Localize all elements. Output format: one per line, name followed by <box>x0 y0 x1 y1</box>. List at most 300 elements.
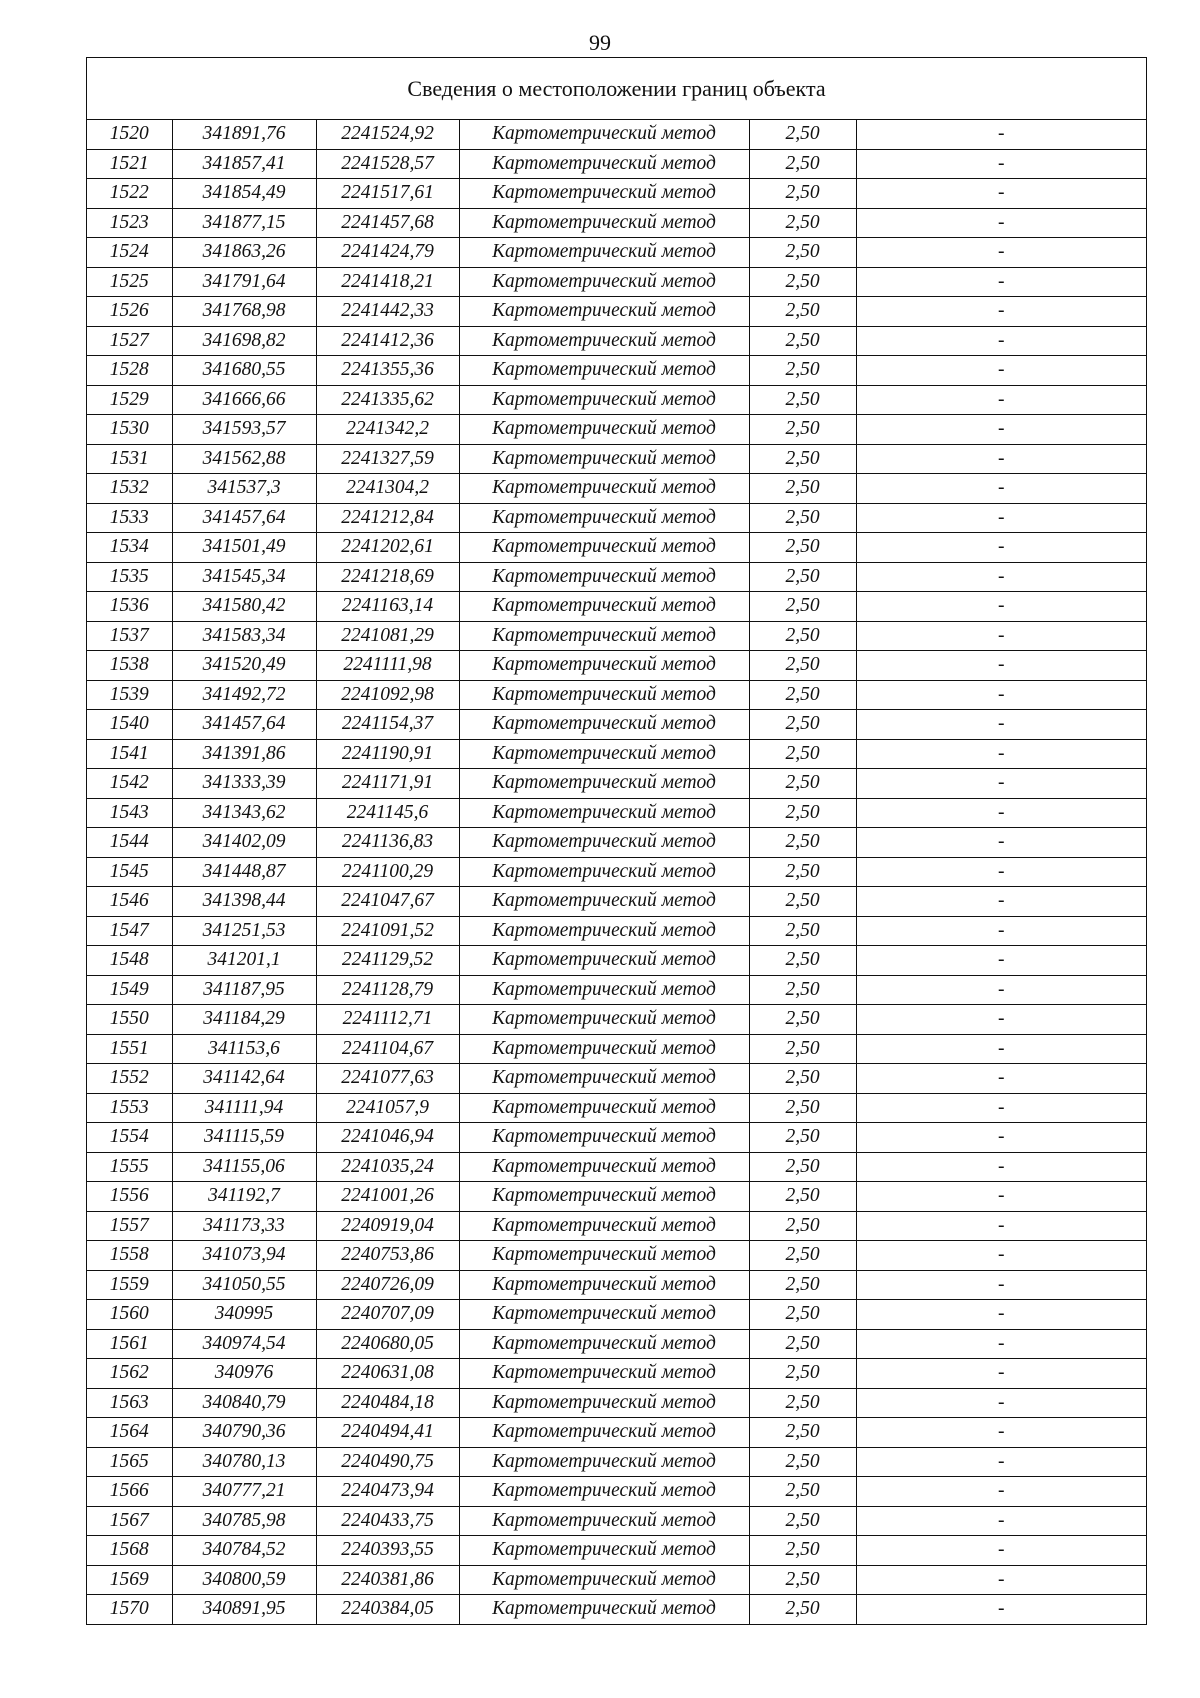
x-coordinate-cell: 341251,53 <box>172 916 316 946</box>
table-row <box>87 621 1146 651</box>
x-coordinate-cell: 340840,79 <box>172 1388 316 1418</box>
method-cell: Картометрический метод <box>459 474 749 504</box>
method-cell: Картометрический метод <box>459 356 749 386</box>
point-number-cell: 1541 <box>87 739 172 769</box>
table-row <box>87 238 1146 268</box>
point-number-cell: 1525 <box>87 267 172 297</box>
x-coordinate-cell: 341891,76 <box>172 120 316 149</box>
x-coordinate-cell: 341050,55 <box>172 1270 316 1300</box>
point-number-cell: 1554 <box>87 1123 172 1153</box>
description-cell: - <box>856 179 1146 209</box>
x-coordinate-cell: 341142,64 <box>172 1064 316 1094</box>
x-coordinate-cell: 341398,44 <box>172 887 316 917</box>
point-number-cell: 1568 <box>87 1536 172 1566</box>
accuracy-cell: 2,50 <box>749 297 856 327</box>
method-cell: Картометрический метод <box>459 1329 749 1359</box>
y-coordinate-cell: 2240680,05 <box>316 1329 459 1359</box>
description-cell: - <box>856 1182 1146 1212</box>
table-row <box>87 415 1146 445</box>
accuracy-cell: 2,50 <box>749 739 856 769</box>
point-number-cell: 1544 <box>87 828 172 858</box>
x-coordinate-cell: 341537,3 <box>172 474 316 504</box>
method-cell: Картометрический метод <box>459 1005 749 1035</box>
method-cell: Картометрический метод <box>459 1477 749 1507</box>
point-number-cell: 1567 <box>87 1506 172 1536</box>
point-number-cell: 1529 <box>87 385 172 415</box>
method-cell: Картометрический метод <box>459 1182 749 1212</box>
method-cell: Картометрический метод <box>459 887 749 917</box>
y-coordinate-cell: 2240473,94 <box>316 1477 459 1507</box>
method-cell: Картометрический метод <box>459 326 749 356</box>
method-cell: Картометрический метод <box>459 120 749 149</box>
point-number-cell: 1558 <box>87 1241 172 1271</box>
y-coordinate-cell: 2241129,52 <box>316 946 459 976</box>
y-coordinate-cell: 2241457,68 <box>316 208 459 238</box>
method-cell: Картометрический метод <box>459 828 749 858</box>
x-coordinate-cell: 341768,98 <box>172 297 316 327</box>
y-coordinate-cell: 2241112,71 <box>316 1005 459 1035</box>
method-cell: Картометрический метод <box>459 503 749 533</box>
y-coordinate-cell: 2241442,33 <box>316 297 459 327</box>
accuracy-cell: 2,50 <box>749 828 856 858</box>
point-number-cell: 1523 <box>87 208 172 238</box>
description-cell: - <box>856 415 1146 445</box>
description-cell: - <box>856 120 1146 149</box>
table-row <box>87 1595 1146 1624</box>
method-cell: Картометрический метод <box>459 651 749 681</box>
x-coordinate-cell: 341173,33 <box>172 1211 316 1241</box>
table-row <box>87 1536 1146 1566</box>
accuracy-cell: 2,50 <box>749 1359 856 1389</box>
point-number-cell: 1535 <box>87 562 172 592</box>
table-row <box>87 1506 1146 1536</box>
accuracy-cell: 2,50 <box>749 474 856 504</box>
method-cell: Картометрический метод <box>459 297 749 327</box>
point-number-cell: 1557 <box>87 1211 172 1241</box>
table-row <box>87 887 1146 917</box>
x-coordinate-cell: 341863,26 <box>172 238 316 268</box>
accuracy-cell: 2,50 <box>749 1211 856 1241</box>
y-coordinate-cell: 2241202,61 <box>316 533 459 563</box>
accuracy-cell: 2,50 <box>749 533 856 563</box>
table-row <box>87 710 1146 740</box>
point-number-cell: 1569 <box>87 1565 172 1595</box>
x-coordinate-cell: 341184,29 <box>172 1005 316 1035</box>
method-cell: Картометрический метод <box>459 916 749 946</box>
method-cell: Картометрический метод <box>459 208 749 238</box>
description-cell: - <box>856 297 1146 327</box>
point-number-cell: 1563 <box>87 1388 172 1418</box>
description-cell: - <box>856 533 1146 563</box>
method-cell: Картометрический метод <box>459 857 749 887</box>
y-coordinate-cell: 2240753,86 <box>316 1241 459 1271</box>
accuracy-cell: 2,50 <box>749 1093 856 1123</box>
description-cell: - <box>856 1447 1146 1477</box>
table-row <box>87 798 1146 828</box>
x-coordinate-cell: 341187,95 <box>172 975 316 1005</box>
point-number-cell: 1553 <box>87 1093 172 1123</box>
y-coordinate-cell: 2241136,83 <box>316 828 459 858</box>
method-cell: Картометрический метод <box>459 1565 749 1595</box>
method-cell: Картометрический метод <box>459 946 749 976</box>
description-cell: - <box>856 1005 1146 1035</box>
y-coordinate-cell: 2241171,91 <box>316 769 459 799</box>
description-cell: - <box>856 769 1146 799</box>
x-coordinate-cell: 340800,59 <box>172 1565 316 1595</box>
x-coordinate-cell: 341391,86 <box>172 739 316 769</box>
table-row <box>87 1005 1146 1035</box>
table-row <box>87 828 1146 858</box>
description-cell: - <box>856 1152 1146 1182</box>
point-number-cell: 1545 <box>87 857 172 887</box>
method-cell: Картометрический метод <box>459 179 749 209</box>
description-cell: - <box>856 651 1146 681</box>
y-coordinate-cell: 2241081,29 <box>316 621 459 651</box>
accuracy-cell: 2,50 <box>749 503 856 533</box>
method-cell: Картометрический метод <box>459 1152 749 1182</box>
description-cell: - <box>856 1034 1146 1064</box>
y-coordinate-cell: 2241128,79 <box>316 975 459 1005</box>
point-number-cell: 1564 <box>87 1418 172 1448</box>
table-row <box>87 1565 1146 1595</box>
point-number-cell: 1539 <box>87 680 172 710</box>
point-number-cell: 1551 <box>87 1034 172 1064</box>
x-coordinate-cell: 340777,21 <box>172 1477 316 1507</box>
x-coordinate-cell: 341343,62 <box>172 798 316 828</box>
method-cell: Картометрический метод <box>459 385 749 415</box>
table-row <box>87 651 1146 681</box>
method-cell: Картометрический метод <box>459 238 749 268</box>
point-number-cell: 1526 <box>87 297 172 327</box>
method-cell: Картометрический метод <box>459 739 749 769</box>
method-cell: Картометрический метод <box>459 621 749 651</box>
table-row <box>87 1447 1146 1477</box>
accuracy-cell: 2,50 <box>749 1388 856 1418</box>
accuracy-cell: 2,50 <box>749 1565 856 1595</box>
point-number-cell: 1531 <box>87 444 172 474</box>
x-coordinate-cell: 341666,66 <box>172 385 316 415</box>
table-row <box>87 562 1146 592</box>
x-coordinate-cell: 341201,1 <box>172 946 316 976</box>
accuracy-cell: 2,50 <box>749 680 856 710</box>
accuracy-cell: 2,50 <box>749 916 856 946</box>
description-cell: - <box>856 1359 1146 1389</box>
method-cell: Картометрический метод <box>459 1447 749 1477</box>
x-coordinate-cell: 340974,54 <box>172 1329 316 1359</box>
y-coordinate-cell: 2241190,91 <box>316 739 459 769</box>
y-coordinate-cell: 2240490,75 <box>316 1447 459 1477</box>
accuracy-cell: 2,50 <box>749 1418 856 1448</box>
description-cell: - <box>856 887 1146 917</box>
y-coordinate-cell: 2241517,61 <box>316 179 459 209</box>
description-cell: - <box>856 621 1146 651</box>
coordinates-table-body <box>87 120 1146 1624</box>
description-cell: - <box>856 474 1146 504</box>
x-coordinate-cell: 341073,94 <box>172 1241 316 1271</box>
y-coordinate-cell: 2241077,63 <box>316 1064 459 1094</box>
point-number-cell: 1530 <box>87 415 172 445</box>
method-cell: Картометрический метод <box>459 1211 749 1241</box>
description-cell: - <box>856 916 1146 946</box>
point-number-cell: 1561 <box>87 1329 172 1359</box>
point-number-cell: 1555 <box>87 1152 172 1182</box>
y-coordinate-cell: 2241091,52 <box>316 916 459 946</box>
accuracy-cell: 2,50 <box>749 798 856 828</box>
method-cell: Картометрический метод <box>459 1034 749 1064</box>
description-cell: - <box>856 1565 1146 1595</box>
description-cell: - <box>856 1300 1146 1330</box>
point-number-cell: 1534 <box>87 533 172 563</box>
y-coordinate-cell: 2241154,37 <box>316 710 459 740</box>
method-cell: Картометрический метод <box>459 798 749 828</box>
description-cell: - <box>856 1477 1146 1507</box>
y-coordinate-cell: 2240484,18 <box>316 1388 459 1418</box>
method-cell: Картометрический метод <box>459 1241 749 1271</box>
description-cell: - <box>856 946 1146 976</box>
method-cell: Картометрический метод <box>459 1300 749 1330</box>
accuracy-cell: 2,50 <box>749 1536 856 1566</box>
method-cell: Картометрический метод <box>459 1064 749 1094</box>
x-coordinate-cell: 341520,49 <box>172 651 316 681</box>
method-cell: Картометрический метод <box>459 1270 749 1300</box>
description-cell: - <box>856 1536 1146 1566</box>
accuracy-cell: 2,50 <box>749 238 856 268</box>
x-coordinate-cell: 341457,64 <box>172 710 316 740</box>
accuracy-cell: 2,50 <box>749 415 856 445</box>
accuracy-cell: 2,50 <box>749 1152 856 1182</box>
x-coordinate-cell: 341448,87 <box>172 857 316 887</box>
y-coordinate-cell: 2241035,24 <box>316 1152 459 1182</box>
method-cell: Картометрический метод <box>459 149 749 179</box>
accuracy-cell: 2,50 <box>749 1300 856 1330</box>
method-cell: Картометрический метод <box>459 975 749 1005</box>
point-number-cell: 1528 <box>87 356 172 386</box>
description-cell: - <box>856 1211 1146 1241</box>
point-number-cell: 1521 <box>87 149 172 179</box>
accuracy-cell: 2,50 <box>749 1506 856 1536</box>
y-coordinate-cell: 2240726,09 <box>316 1270 459 1300</box>
table-row <box>87 1211 1146 1241</box>
description-cell: - <box>856 326 1146 356</box>
x-coordinate-cell: 341492,72 <box>172 680 316 710</box>
description-cell: - <box>856 798 1146 828</box>
x-coordinate-cell: 341153,6 <box>172 1034 316 1064</box>
point-number-cell: 1552 <box>87 1064 172 1094</box>
x-coordinate-cell: 341333,39 <box>172 769 316 799</box>
point-number-cell: 1566 <box>87 1477 172 1507</box>
x-coordinate-cell: 340891,95 <box>172 1595 316 1624</box>
description-cell: - <box>856 356 1146 386</box>
x-coordinate-cell: 340780,13 <box>172 1447 316 1477</box>
method-cell: Картометрический метод <box>459 769 749 799</box>
description-cell: - <box>856 208 1146 238</box>
method-cell: Картометрический метод <box>459 710 749 740</box>
method-cell: Картометрический метод <box>459 1418 749 1448</box>
accuracy-cell: 2,50 <box>749 1270 856 1300</box>
table-row <box>87 208 1146 238</box>
x-coordinate-cell: 341857,41 <box>172 149 316 179</box>
table-row <box>87 1123 1146 1153</box>
description-cell: - <box>856 857 1146 887</box>
table-row <box>87 1359 1146 1389</box>
description-cell: - <box>856 149 1146 179</box>
table-row <box>87 1329 1146 1359</box>
accuracy-cell: 2,50 <box>749 1034 856 1064</box>
accuracy-cell: 2,50 <box>749 592 856 622</box>
table-row <box>87 1182 1146 1212</box>
point-number-cell: 1547 <box>87 916 172 946</box>
y-coordinate-cell: 2241100,29 <box>316 857 459 887</box>
accuracy-cell: 2,50 <box>749 710 856 740</box>
accuracy-cell: 2,50 <box>749 208 856 238</box>
y-coordinate-cell: 2241218,69 <box>316 562 459 592</box>
y-coordinate-cell: 2240381,86 <box>316 1565 459 1595</box>
y-coordinate-cell: 2241057,9 <box>316 1093 459 1123</box>
accuracy-cell: 2,50 <box>749 267 856 297</box>
y-coordinate-cell: 2241047,67 <box>316 887 459 917</box>
table-row <box>87 179 1146 209</box>
table-row <box>87 946 1146 976</box>
method-cell: Картометрический метод <box>459 680 749 710</box>
accuracy-cell: 2,50 <box>749 1595 856 1624</box>
description-cell: - <box>856 1506 1146 1536</box>
accuracy-cell: 2,50 <box>749 385 856 415</box>
description-cell: - <box>856 238 1146 268</box>
accuracy-cell: 2,50 <box>749 120 856 149</box>
y-coordinate-cell: 2241528,57 <box>316 149 459 179</box>
x-coordinate-cell: 341580,42 <box>172 592 316 622</box>
accuracy-cell: 2,50 <box>749 1447 856 1477</box>
x-coordinate-cell: 341115,59 <box>172 1123 316 1153</box>
table-row <box>87 1152 1146 1182</box>
table-row <box>87 503 1146 533</box>
table-row <box>87 533 1146 563</box>
table-row <box>87 975 1146 1005</box>
accuracy-cell: 2,50 <box>749 1182 856 1212</box>
y-coordinate-cell: 2241355,36 <box>316 356 459 386</box>
description-cell: - <box>856 710 1146 740</box>
point-number-cell: 1550 <box>87 1005 172 1035</box>
point-number-cell: 1538 <box>87 651 172 681</box>
table-row <box>87 680 1146 710</box>
accuracy-cell: 2,50 <box>749 149 856 179</box>
method-cell: Картометрический метод <box>459 1093 749 1123</box>
point-number-cell: 1524 <box>87 238 172 268</box>
y-coordinate-cell: 2241424,79 <box>316 238 459 268</box>
description-cell: - <box>856 1270 1146 1300</box>
y-coordinate-cell: 2241412,36 <box>316 326 459 356</box>
y-coordinate-cell: 2241335,62 <box>316 385 459 415</box>
point-number-cell: 1537 <box>87 621 172 651</box>
x-coordinate-cell: 340976 <box>172 1359 316 1389</box>
table-row <box>87 857 1146 887</box>
description-cell: - <box>856 267 1146 297</box>
y-coordinate-cell: 2241104,67 <box>316 1034 459 1064</box>
method-cell: Картометрический метод <box>459 1536 749 1566</box>
method-cell: Картометрический метод <box>459 1359 749 1389</box>
table-row <box>87 474 1146 504</box>
table-row <box>87 267 1146 297</box>
y-coordinate-cell: 2240707,09 <box>316 1300 459 1330</box>
point-number-cell: 1520 <box>87 120 172 149</box>
y-coordinate-cell: 2241524,92 <box>316 120 459 149</box>
coordinates-table <box>87 120 1146 1624</box>
point-number-cell: 1559 <box>87 1270 172 1300</box>
description-cell: - <box>856 385 1146 415</box>
accuracy-cell: 2,50 <box>749 975 856 1005</box>
table-row <box>87 326 1146 356</box>
table-row <box>87 592 1146 622</box>
x-coordinate-cell: 341111,94 <box>172 1093 316 1123</box>
point-number-cell: 1532 <box>87 474 172 504</box>
point-number-cell: 1549 <box>87 975 172 1005</box>
table-row <box>87 1270 1146 1300</box>
table-row <box>87 1241 1146 1271</box>
point-number-cell: 1542 <box>87 769 172 799</box>
description-cell: - <box>856 1123 1146 1153</box>
point-number-cell: 1548 <box>87 946 172 976</box>
description-cell: - <box>856 975 1146 1005</box>
description-cell: - <box>856 444 1146 474</box>
accuracy-cell: 2,50 <box>749 1241 856 1271</box>
x-coordinate-cell: 340785,98 <box>172 1506 316 1536</box>
table-row <box>87 1064 1146 1094</box>
table-row <box>87 120 1146 149</box>
x-coordinate-cell: 341583,34 <box>172 621 316 651</box>
method-cell: Картометрический метод <box>459 415 749 445</box>
accuracy-cell: 2,50 <box>749 651 856 681</box>
method-cell: Картометрический метод <box>459 533 749 563</box>
table-title: Сведения о местоположении границ объекта <box>87 58 1146 120</box>
x-coordinate-cell: 341155,06 <box>172 1152 316 1182</box>
accuracy-cell: 2,50 <box>749 887 856 917</box>
accuracy-cell: 2,50 <box>749 1123 856 1153</box>
point-number-cell: 1546 <box>87 887 172 917</box>
description-cell: - <box>856 828 1146 858</box>
method-cell: Картометрический метод <box>459 267 749 297</box>
table-row <box>87 1034 1146 1064</box>
x-coordinate-cell: 340995 <box>172 1300 316 1330</box>
accuracy-cell: 2,50 <box>749 1329 856 1359</box>
x-coordinate-cell: 341562,88 <box>172 444 316 474</box>
y-coordinate-cell: 2241212,84 <box>316 503 459 533</box>
x-coordinate-cell: 341402,09 <box>172 828 316 858</box>
table-row <box>87 356 1146 386</box>
table-row <box>87 385 1146 415</box>
description-cell: - <box>856 1595 1146 1624</box>
description-cell: - <box>856 739 1146 769</box>
table-row <box>87 739 1146 769</box>
accuracy-cell: 2,50 <box>749 356 856 386</box>
y-coordinate-cell: 2241145,6 <box>316 798 459 828</box>
y-coordinate-cell: 2241092,98 <box>316 680 459 710</box>
description-cell: - <box>856 1388 1146 1418</box>
y-coordinate-cell: 2240631,08 <box>316 1359 459 1389</box>
y-coordinate-cell: 2241418,21 <box>316 267 459 297</box>
x-coordinate-cell: 341501,49 <box>172 533 316 563</box>
accuracy-cell: 2,50 <box>749 857 856 887</box>
description-cell: - <box>856 680 1146 710</box>
x-coordinate-cell: 341877,15 <box>172 208 316 238</box>
point-number-cell: 1540 <box>87 710 172 740</box>
table-row <box>87 297 1146 327</box>
point-number-cell: 1562 <box>87 1359 172 1389</box>
accuracy-cell: 2,50 <box>749 562 856 592</box>
y-coordinate-cell: 2241046,94 <box>316 1123 459 1153</box>
y-coordinate-cell: 2240393,55 <box>316 1536 459 1566</box>
y-coordinate-cell: 2241163,14 <box>316 592 459 622</box>
method-cell: Картометрический метод <box>459 592 749 622</box>
